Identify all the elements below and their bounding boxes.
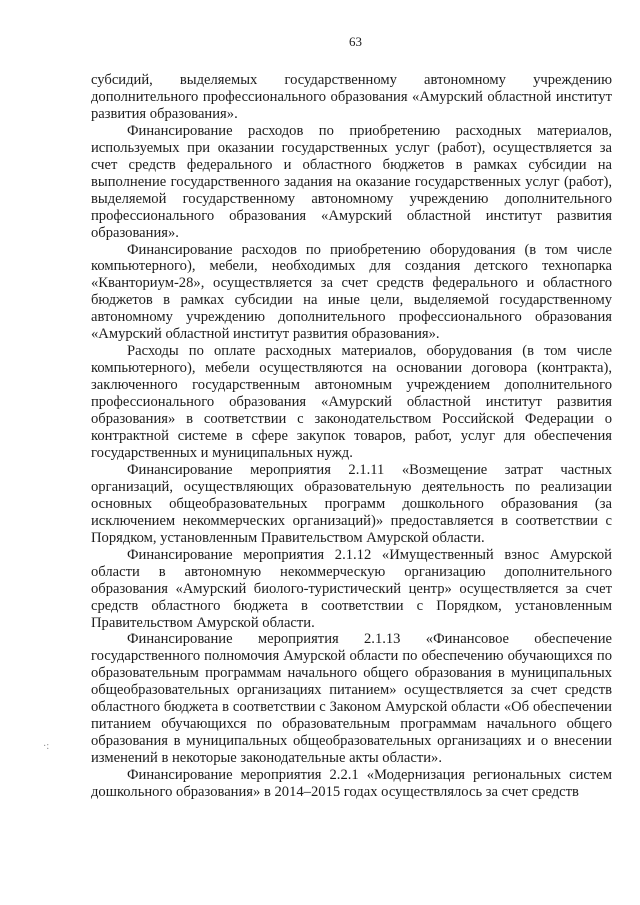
paragraph-measure-2-2-1: Финансирование мероприятия 2.2.1 «Модернизация региональных систем дошкольного образования» в 2014–2015 годах осуществлялось за счет средств (91, 767, 612, 801)
paragraph-measure-2-1-11: Финансирование мероприятия 2.1.11 «Возмещение затрат частных организаций, осуществляющих образовательную деятельность по реализации основных общеобразовательных программ дошкольного образования (за исключением некоммерческих организаций)» предоставляется в соответствии с Порядком, установленным Правительством Амурской области. (91, 461, 612, 546)
page-content (91, 34, 612, 801)
paragraph-measure-2-1-12: Финансирование мероприятия 2.1.12 «Имущественный взнос Амурской области в автономную некоммерческую организацию дополнительного образования «Амурский биолого-туристический центр» осуществляется за счет средств областного бюджета в соответствии с Порядком, установленным Правительством Амурской области. (91, 546, 612, 631)
paragraph-materials-financing: Финансирование расходов по приобретению расходных материалов, используемых при оказании государственных услуг (работ), осуществляется за счет средств федерального и областного бюджетов в рамках субсидии на выполнение государственного задания на оказание государственных услуг (работ), выделяемой государственному автономному учреждению дополнительного профессионального образования «Амурский областной институт развития образования». (91, 122, 612, 241)
paragraph-continuation: субсидий, выделяемых государственному автономному учреждению дополнительного профессионального образования «Амурский областной институт развития образования». (91, 72, 612, 122)
scan-margin-mark: ·: (43, 741, 50, 752)
paragraph-equipment-financing: Финансирование расходов по приобретению оборудования (в том числе компьютерного), мебели, необходимых для создания детского технопарка «Кванториум-28», осуществляется за счет средств федерального и областного бюджетов в рамках субсидии на иные цели, выделяемой государственному автономному учреждению дополнительного профессионального образования «Амурский областной институт развития образования». (91, 241, 612, 343)
paragraph-measure-2-1-13: Финансирование мероприятия 2.1.13 «Финансовое обеспечение государственного полномочия Амурской области по обеспечению обучающихся по образовательным программам начального общего образования в муниципальных общеобразовательных организациях питанием» осуществляется за счет средств областного бюджета в соответствии с Законом Амурской области «Об обеспечении питанием обучающихся по образовательным программам начального общего образования в муниципальных общеобразовательных организациях и о внесении изменений в некоторые законодательные акты области». (91, 631, 612, 767)
paragraph-expenses-contract: Расходы по оплате расходных материалов, оборудования (в том числе компьютерного), мебели осуществляются на основании договора (контракта), заключенного государственным автономным учреждением дополнительного профессионального образования «Амурский областной институт развития образования» в соответствии с законодательством Российской Федерации о контрактной системе в сфере закупок товаров, работ, услуг для обеспечения государственных и муниципальных нужд. (91, 343, 612, 461)
page-number: 63 (349, 34, 362, 49)
